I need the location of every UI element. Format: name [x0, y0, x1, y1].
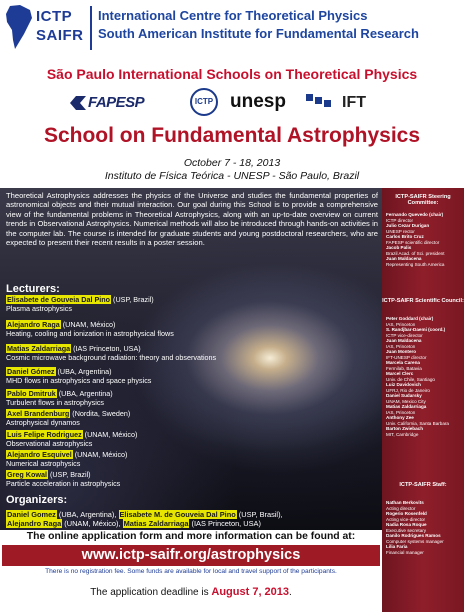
- ictp-logo-text: ICTP: [36, 8, 73, 25]
- lecturer-topic: Particle acceleration in astrophysics: [6, 478, 121, 488]
- saifr-logo-text: SAIFR: [36, 27, 84, 44]
- fapesp-logo: FAPESP: [88, 94, 145, 111]
- committee-member-role: FAPESP scientific director: [386, 239, 440, 245]
- org-name-ictp: International Centre for Theoretical Physics: [98, 8, 368, 23]
- committee-member-name: Juan Maldacena: [386, 256, 422, 261]
- committee-member-role: IAS, Princeton: [386, 321, 416, 327]
- lecturer-name: Alejandro Raga: [7, 320, 60, 329]
- lecturer-name: Elisabete de Gouveia Dal Pino: [7, 295, 111, 304]
- committee-member-name: Daniel Sudarsky: [386, 393, 422, 398]
- committee-member-role: ICTP vice-director: [386, 332, 423, 338]
- ictp-logo: ICTP: [190, 88, 218, 116]
- schools-series-title: São Paulo International Schools on Theoretical Physics: [46, 66, 418, 82]
- organizer-affiliation: (UNAM, México),: [62, 519, 123, 528]
- committee-member-role: Financial manager: [386, 549, 424, 555]
- committee-member-role: UNESP rector: [386, 228, 415, 234]
- committee-member-name: S. Randjbar-Daemi (coord.): [386, 327, 446, 332]
- deadline-prefix: The application deadline is: [90, 587, 212, 598]
- committee-member-role: MIT, Cambridge: [386, 431, 419, 437]
- lecturer-affiliation: (USP, Brazil): [47, 470, 91, 479]
- galaxy-panel: [0, 188, 382, 530]
- online-application-note: The online application form and more information can be found at:: [26, 531, 356, 542]
- committee-member-name: Danilo Rodrigues Ramos: [386, 533, 441, 538]
- committee-member-role: UNAM, Mexico City: [386, 398, 426, 404]
- ift-logo: IFT: [342, 94, 366, 111]
- committee-member-role: Executive secretary: [386, 527, 427, 533]
- lecturer-name: Luis Felipe Rodriguez: [7, 430, 82, 439]
- committee-member-name: Jacob Palis: [386, 245, 412, 250]
- committee-member-name: Luiz Davidovich: [386, 382, 421, 387]
- committee-member-name: Anthony Zee: [386, 415, 414, 420]
- lecturer-affiliation: (UBA, Argentina): [56, 389, 113, 398]
- registration-fee-note: There is no registration fee. Some funds are available for local and travel support of the participants.: [45, 568, 337, 575]
- url-banner: [2, 545, 380, 566]
- lecturer-name: Greg Kowal: [7, 470, 47, 479]
- committee-member-name: Nadia Rosa Roque: [386, 522, 427, 527]
- header-divider: [90, 6, 92, 50]
- lecturer-affiliation: (UNAM, México): [82, 430, 138, 439]
- lecturer-entry: [6, 431, 306, 448]
- lecturer-entry: [6, 451, 306, 468]
- lecturer-entry: [6, 410, 306, 427]
- committee-member-name: Marcela Carena: [386, 360, 420, 365]
- committee-member-role: ICTP director: [386, 217, 413, 223]
- organizer-affiliation: (IAS Princeton, USA): [189, 519, 261, 528]
- lecturer-name: Alejandro Esquivel: [7, 450, 72, 459]
- organizers-heading: Organizers:: [6, 494, 68, 506]
- committee-member-name: Matias Zaldarriaga: [386, 404, 427, 409]
- lecturer-topic: MHD flows in astrophysics and space physics: [6, 375, 152, 385]
- steering-committee-list: [386, 212, 462, 267]
- committee-member-name: Lilia Faria: [386, 544, 408, 549]
- committee-member-name: Julio Cezar Durigan: [386, 223, 430, 228]
- organizers-list: [6, 510, 378, 528]
- south-america-map-icon: [4, 4, 34, 50]
- committee-member-role: Univ. de Chile, Santiago: [386, 376, 435, 382]
- organizer-affiliation: (USP, Brasil),: [236, 510, 283, 519]
- lecturer-affiliation: (Nordita, Sweden): [70, 409, 131, 418]
- lecturer-entry: [6, 390, 306, 407]
- intro-paragraph: Theoretical Astrophysics addresses the physics of the Universe and studies the fundamental properties of astronomical objects and their mutual interaction. Our goal during this School is to provide a comprehensive view of the fundamental problems in Theoretical Astrophysics, along with an up-to-date overview on current trends in Observational Astrophysics. Numerical methods will also be introduced through hands-on activities in the computer lab. The course is intended for graduate students and young postdoctoral researchers, who are expected to present their recent results in a poster session.: [6, 191, 378, 248]
- committee-member-role: IAS, Princeton: [386, 343, 416, 349]
- lecturer-topic: Numerical astrophysics: [6, 458, 81, 468]
- organizer-name: Matias Zaldarriaga: [123, 519, 189, 528]
- lecturer-affiliation: (UBA, Argentina): [55, 367, 112, 376]
- committee-member-role: Univ. California, Santa Barbara: [386, 420, 449, 426]
- committee-member-name: Barton Zwiebach: [386, 426, 424, 431]
- school-title: School on Fundamental Astrophysics: [43, 124, 421, 147]
- committee-member-name: Carlos Brito Cruz: [386, 234, 424, 239]
- event-venue: Instituto de Física Teórica - UNESP - São Paulo, Brazil: [104, 170, 360, 182]
- org-name-saifr: South American Institute for Fundamental Research: [98, 26, 419, 41]
- lecturer-topic: Turbulent flows in astrophysics: [6, 397, 105, 407]
- lecturer-name: Axel Brandenburg: [7, 409, 70, 418]
- committee-member-role: Brazil Acad. of Sci. president: [386, 250, 445, 256]
- lecturer-topic: Astrophysical dynamos: [6, 417, 80, 427]
- unesp-emblem-icon: [306, 94, 332, 112]
- committee-member-role: Acting vice-director: [386, 516, 426, 522]
- lecturer-topic: Plasma astrophysics: [6, 303, 72, 313]
- committee-member-role: Computer systems manager: [386, 538, 444, 544]
- lecturer-topic: Cosmic microwave background radiation: theory and observations: [6, 352, 217, 362]
- lecturer-affiliation: (UNAM, México): [72, 450, 128, 459]
- lecturer-name: Daniel Gómez: [7, 367, 55, 376]
- organizer-name: Alejandro Raga: [7, 519, 62, 528]
- header: [0, 0, 464, 66]
- lecturer-name: Matias Zaldarriaga: [7, 344, 71, 353]
- fapesp-emblem-icon: [70, 96, 86, 110]
- deadline-suffix: .: [289, 587, 292, 598]
- committee-member-name: Peter Goddard (chair): [386, 316, 434, 321]
- sponsor-logos: [80, 88, 390, 118]
- lecturer-affiliation: (IAS Princeton, USA): [71, 344, 141, 353]
- committee-member-role: UFRJ, Rio de Janeiro: [386, 387, 430, 393]
- website-link[interactable]: www.ictp-saifr.org/astrophysics: [81, 547, 301, 563]
- committee-member-role: Fermilab, Batavia: [386, 365, 422, 371]
- committee-member-role: IAS, Princeton: [386, 409, 416, 415]
- scientific-council-list: [386, 316, 462, 437]
- committee-member-role: Acting director: [386, 505, 416, 511]
- scientific-council-heading: ICTP-SAIFR Scientific Council:: [382, 298, 464, 304]
- application-deadline: [0, 586, 382, 598]
- organizer-affiliation: (UBA, Argentina),: [56, 510, 119, 519]
- unesp-logo: unesp: [230, 91, 286, 112]
- steering-committee-heading: ICTP-SAIFR Steering Committee:: [395, 194, 451, 207]
- committee-member-name: Juan Montero: [386, 349, 417, 354]
- lecturer-name: Pablo Dmitruk: [7, 389, 56, 398]
- committee-member-name: Nathan Berkovits: [386, 500, 424, 505]
- lecturer-entry: [6, 321, 306, 338]
- organizer-name: Elisabete M. de Gouveia Dal Pino: [119, 510, 236, 519]
- staff-list: [386, 500, 462, 555]
- lecturer-entry: [6, 345, 306, 362]
- lecturer-topic: Heating, cooling and ionization in astrophysical flows: [6, 328, 174, 338]
- lecturer-topic: Observational astrophysics: [6, 438, 93, 448]
- lecturer-entry: [6, 296, 306, 313]
- committee-member-role: IFT-UNESP director: [386, 354, 427, 360]
- deadline-date: August 7, 2013: [211, 586, 290, 598]
- committee-sidebar: [382, 188, 464, 612]
- committee-member-role: Representing South America: [386, 261, 445, 267]
- committee-member-name: Rogerio Rosenfeld: [386, 511, 427, 516]
- committee-member-name: Fernando Quevedo (chair): [386, 212, 444, 217]
- lecturer-affiliation: (USP, Brazil): [111, 295, 154, 304]
- event-dates: October 7 - 18, 2013: [183, 157, 281, 169]
- staff-heading: ICTP-SAIFR Staff:: [399, 482, 447, 488]
- committee-member-name: Juan Maldacena: [386, 338, 422, 343]
- organizer-name: Daniel Gomez: [7, 510, 56, 519]
- lecturers-heading: Lecturers:: [6, 283, 60, 295]
- lecturer-affiliation: (UNAM, México): [60, 320, 116, 329]
- committee-member-name: Marcel Clerc: [386, 371, 414, 376]
- lecturer-entry: [6, 471, 306, 488]
- lecturer-entry: [6, 368, 306, 385]
